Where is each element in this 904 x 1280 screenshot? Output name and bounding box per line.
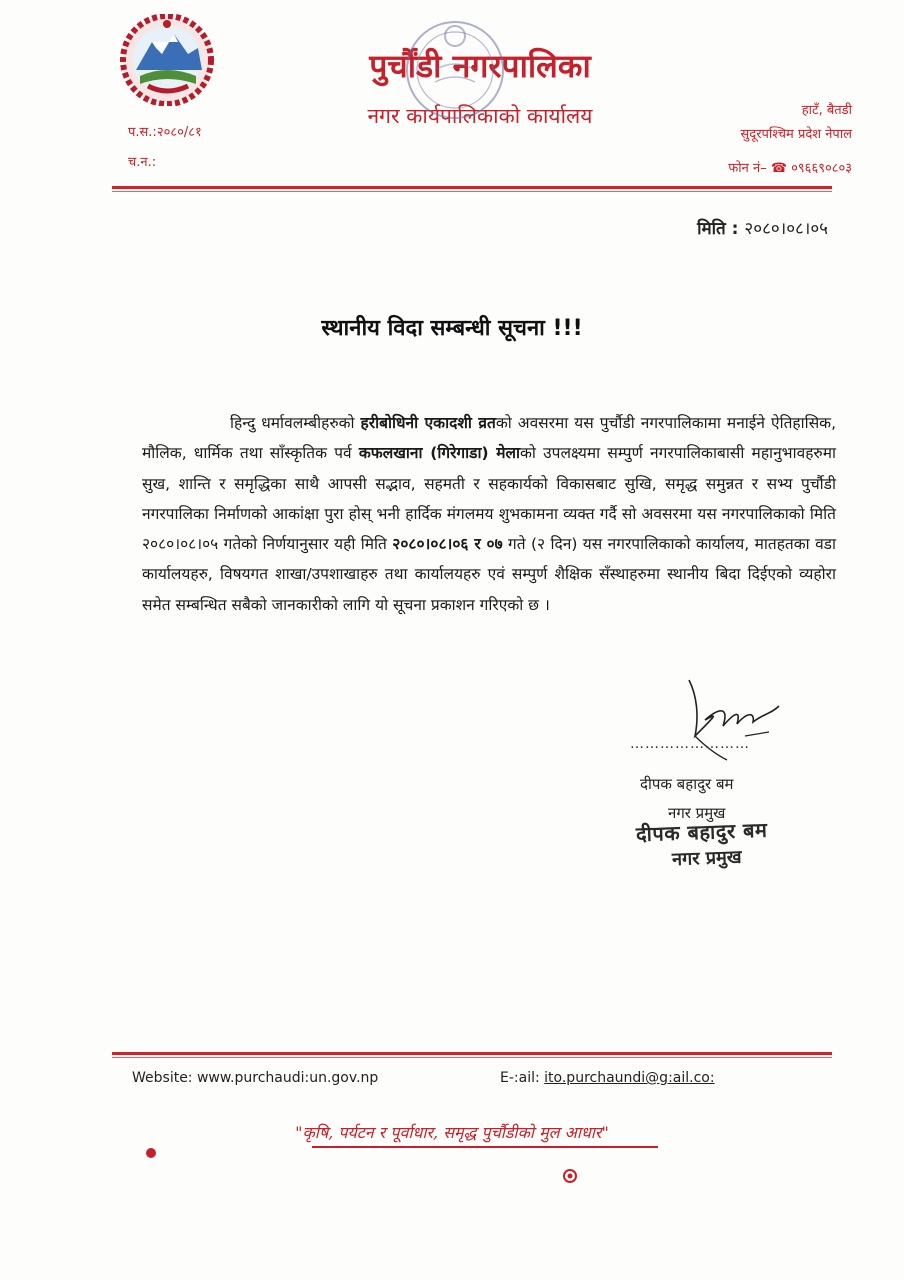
name-stamp: दीपक बहादुर बम [635, 817, 768, 847]
notice-title: स्थानीय विदा सम्बन्धी सूचना !!! [321, 316, 583, 341]
notice-body [142, 408, 836, 620]
date-line [697, 216, 828, 239]
signer-title: नगर प्रमुख [668, 804, 726, 822]
motto-underline [312, 1146, 658, 1148]
holiday-dates: २०८०।०८।०६ र ०७ [392, 535, 503, 554]
header-divider [112, 186, 832, 189]
header-divider-thin [112, 191, 832, 192]
office-name: नगर कार्यपालिकाको कार्यालय [367, 104, 593, 128]
dispatch-number: च.न.: [128, 155, 157, 170]
email-label: E-:ail: [500, 1070, 540, 1086]
footer-email [500, 1070, 715, 1086]
location-line1: हाटँ, बैतडी [801, 103, 852, 118]
office-seal-stamp [395, 10, 505, 130]
org-name: पुर्चौंडी नगरपालिका [369, 47, 591, 85]
signature-line: …………………… [630, 736, 750, 752]
page-mark-icon [562, 1168, 578, 1184]
body-part-1: हिन्दु धर्मावलम्बीहरुको [230, 414, 361, 432]
motto: "कृषि, पर्यटन र पूर्वाधार, समृद्ध पुर्चौडीको मुल आधार" [295, 1123, 609, 1142]
nepal-emblem-icon [118, 14, 216, 106]
body-part-4: गते (२ दिन) यस नगरपालिकाको कार्यालय, मातहतका वडा कार्यालयहरु, विषयगत शाखा/उपशाखाहरु तथा कार्यालयहरु एवं सम्पुर्ण शैक्षिक सँस्थाहरुमा स्थानीय बिदा दिईएको व्यहोरा समेत सम्बन्धित सबैको जानकारीको लागि यो सूचना प्रकाशन गरिएको छ । [142, 535, 836, 614]
footer-divider [112, 1052, 832, 1055]
phone-number: फोन नं– ☎ ०९६६९०८०३ [728, 161, 852, 176]
email-link[interactable]: ito.purchaundi@g:ail.co: [544, 1070, 715, 1086]
body-part-2: को अवसरमा यस पुर्चौडी नगरपालिकामा मनाईने ऐतिहासिक, मौलिक, धार्मिक तथा साँस्कृतिक पर्व [142, 414, 837, 463]
fair-name: कफलखाना (गिरेगाडा) मेला [358, 444, 521, 463]
body-part-3: को उपलक्ष्यमा सम्पुर्ण नगरपालिकाबासी महानुभावहरुमा सुख, शान्ति र समृद्धिका साथै आपसी सद्भाव, सहमती र सहकार्यको विकासबाट सुखि, समृद्ध समुन्नत र सभ्य पुर्चौडी नगरपालिका निर्माणको आकांक्षा पुरा होस् भनी हार्दिक मंगलमय शुभकामना व्यक्त गर्दै सो अवसरमा यस नगरपालिकाको मिति २०८०।०८।०५ गतेको निर्णयानुसार यही मिति [142, 444, 836, 554]
title-stamp: नगर प्रमुख [671, 846, 742, 871]
location-line2: सुदूरपश्चिम प्रदेश नेपाल [740, 127, 852, 142]
festival-name: हरीबोधिनी एकादशी व्रत [360, 414, 496, 432]
website-label: Website: [132, 1070, 193, 1086]
signer-name: दीपक बहादुर बम [640, 775, 734, 793]
date-label: मिति : [697, 219, 739, 239]
footer-divider-thin [112, 1057, 832, 1058]
reference-number: प.स.:२०८०/८१ [128, 125, 202, 140]
website-link[interactable]: www.purchaudi:un.gov.np [196, 1070, 379, 1086]
decorative-dot-icon [144, 1146, 158, 1160]
date-value: २०८०।०८।०५ [744, 219, 828, 239]
footer-website [132, 1070, 378, 1086]
